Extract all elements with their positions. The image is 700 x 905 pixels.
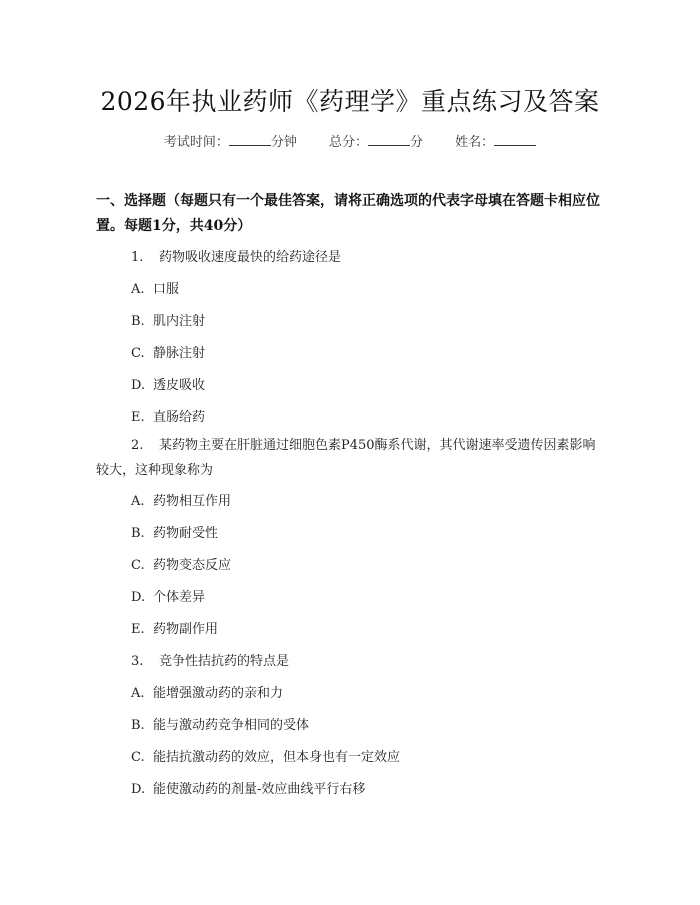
section-heading-choice: 一、选择题（每题只有一个最佳答案，请将正确选项的代表字母填在答题卡相应位置。每题1分，共40分）	[96, 193, 600, 234]
option-letter: E.	[131, 410, 145, 425]
name-field	[455, 131, 536, 150]
option-letter: D.	[131, 378, 146, 393]
option-letter: C.	[131, 346, 145, 361]
question-3	[131, 650, 289, 669]
question-3-option-d	[131, 778, 365, 797]
question-2-option-b	[131, 522, 218, 541]
question-stem: 竞争性拮抗药的特点是	[159, 654, 290, 669]
question-1-option-b	[131, 310, 205, 329]
option-letter: C.	[131, 558, 145, 573]
option-letter: D.	[131, 782, 146, 797]
question-2-option-a	[131, 490, 231, 509]
option-text: 能与激动药竞争相同的受体	[153, 718, 310, 733]
document-title: 2026年执业药师《药理学》重点练习及答案	[100, 87, 600, 116]
exam-time-label: 考试时间：	[163, 135, 229, 150]
option-letter: A.	[131, 282, 145, 297]
option-text: 能拮抗激动药的效应，但本身也有一定效应	[153, 750, 401, 765]
name-blank	[494, 133, 536, 146]
option-text: 药物副作用	[153, 622, 219, 637]
option-text: 口服	[153, 282, 180, 297]
exam-time-unit: 分钟	[270, 135, 297, 150]
option-text: 直肠给药	[153, 410, 206, 425]
option-text: 药物耐受性	[153, 526, 219, 541]
option-letter: A.	[131, 494, 145, 509]
option-text: 能使激动药的剂量-效应曲线平行右移	[153, 782, 366, 797]
option-text: 能增强激动药的亲和力	[153, 686, 284, 701]
question-2-option-d	[131, 586, 205, 605]
option-letter: B.	[131, 314, 145, 329]
question-3-option-b	[131, 714, 309, 733]
exam-info-line	[0, 131, 700, 150]
option-letter: D.	[131, 590, 146, 605]
question-stem: 某药物主要在肝脏通过细胞色素P450酶系代谢，其代谢速率受遗传因素影响较大，这种现象称为	[96, 438, 596, 478]
question-3-option-c	[131, 746, 400, 765]
question-1-option-e	[131, 406, 205, 425]
option-text: 肌内注射	[153, 314, 206, 329]
question-number: 1.	[131, 250, 144, 265]
total-score-unit: 分	[410, 135, 424, 150]
option-letter: E.	[131, 622, 145, 637]
total-score-blank	[368, 133, 410, 146]
question-3-option-a	[131, 682, 283, 701]
question-number: 3.	[131, 654, 144, 669]
exam-time-blank	[229, 133, 271, 146]
option-letter: C.	[131, 750, 145, 765]
exam-time-field	[164, 131, 297, 150]
option-text: 静脉注射	[153, 346, 206, 361]
question-1	[131, 246, 341, 265]
option-letter: A.	[131, 686, 145, 701]
question-2-option-e	[131, 618, 218, 637]
question-2	[96, 433, 606, 483]
question-1-option-d	[131, 374, 205, 393]
option-text: 透皮吸收	[153, 378, 206, 393]
question-2-option-c	[131, 554, 231, 573]
option-letter: B.	[131, 718, 145, 733]
name-label: 姓名：	[455, 135, 495, 150]
total-score-field	[329, 131, 423, 150]
option-text: 药物变态反应	[153, 558, 232, 573]
question-stem: 药物吸收速度最快的给药途径是	[159, 250, 342, 265]
option-text: 个体差异	[153, 590, 206, 605]
option-letter: B.	[131, 526, 145, 541]
question-1-option-c	[131, 342, 205, 361]
question-number: 2.	[131, 438, 144, 453]
option-text: 药物相互作用	[153, 494, 232, 509]
total-score-label: 总分：	[328, 135, 368, 150]
question-1-option-a	[131, 278, 179, 297]
